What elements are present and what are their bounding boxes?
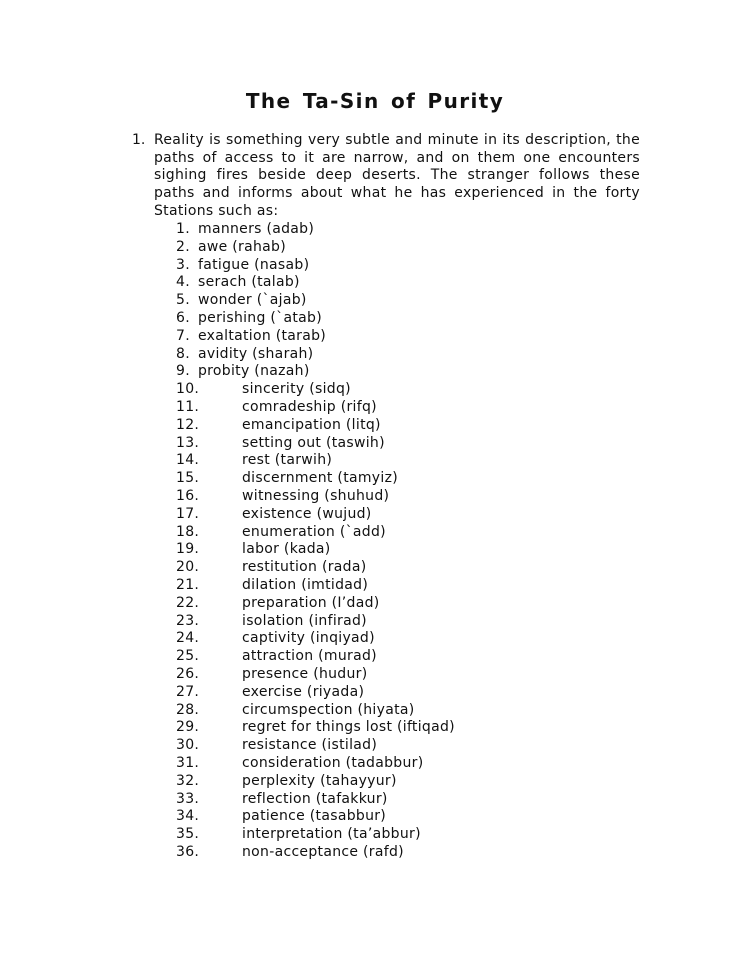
list-item <box>176 595 636 613</box>
station-number: 21. <box>176 576 200 593</box>
station-term: patience (tasabbur) <box>242 808 387 825</box>
station-term: captivity (inqiyad) <box>242 630 375 647</box>
station-term: interpretation (ta’abbur) <box>242 826 421 843</box>
station-term: labor (kada) <box>242 541 331 558</box>
station-term: attraction (murad) <box>242 648 377 665</box>
station-number: 14. <box>176 452 200 469</box>
station-number: 16. <box>176 487 200 504</box>
station-term: dilation (imtidad) <box>242 576 369 593</box>
list-item <box>176 292 636 310</box>
station-term: exercise (riyada) <box>242 683 365 700</box>
station-number: 23. <box>176 612 200 629</box>
station-number: 30. <box>176 737 200 754</box>
station-number: 34. <box>176 808 200 825</box>
station-number: 9. <box>176 363 190 380</box>
list-item <box>176 363 636 381</box>
station-term: setting out (taswih) <box>242 434 385 451</box>
station-number: 25. <box>176 648 200 665</box>
list-item <box>176 702 636 720</box>
list-item <box>176 648 636 666</box>
station-number: 3. <box>176 256 190 273</box>
station-number: 8. <box>176 345 190 362</box>
station-number: 28. <box>176 701 200 718</box>
station-number: 19. <box>176 541 200 558</box>
list-item <box>176 826 636 844</box>
station-number: 24. <box>176 630 200 647</box>
station-term: exaltation (tarab) <box>198 327 327 344</box>
station-term: regret for things lost (iftiqad) <box>242 719 455 736</box>
station-term: preparation (I’dad) <box>242 594 380 611</box>
station-number: 36. <box>176 843 200 860</box>
list-item <box>176 399 636 417</box>
station-term: manners (adab) <box>198 221 315 237</box>
list-item <box>176 791 636 809</box>
list-item <box>176 381 636 399</box>
list-item <box>176 808 636 826</box>
station-term: consideration (tadabbur) <box>242 754 424 771</box>
station-number: 5. <box>176 292 190 309</box>
list-item <box>176 541 636 559</box>
list-item <box>176 506 636 524</box>
station-term: perplexity (tahayyur) <box>242 772 397 789</box>
station-number: 26. <box>176 665 200 682</box>
list-item <box>176 239 636 257</box>
list-item <box>176 346 636 364</box>
station-term: reflection (tafakkur) <box>242 790 388 807</box>
station-number: 7. <box>176 327 190 344</box>
list-item <box>176 559 636 577</box>
list-item <box>176 666 636 684</box>
list-item <box>176 577 636 595</box>
list-item <box>176 630 636 648</box>
station-term: resistance (istilad) <box>242 737 378 754</box>
station-term: discernment (tamyiz) <box>242 470 398 487</box>
station-number: 31. <box>176 754 200 771</box>
list-item <box>176 221 636 239</box>
station-term: perishing (`atab) <box>198 309 322 326</box>
station-number: 27. <box>176 683 200 700</box>
station-number: 35. <box>176 826 200 843</box>
station-number: 2. <box>176 238 190 255</box>
list-item <box>176 613 636 631</box>
station-term: presence (hudur) <box>242 665 368 682</box>
station-term: serach (talab) <box>198 274 300 291</box>
station-term: enumeration (`add) <box>242 523 386 540</box>
list-item <box>176 328 636 346</box>
stations-list <box>176 221 636 862</box>
page-title: The Ta-Sin of Purity <box>245 89 505 113</box>
station-number: 12. <box>176 416 200 433</box>
station-term: emancipation (litq) <box>242 416 381 433</box>
station-number: 10. <box>176 381 200 398</box>
station-term: comradeship (rifq) <box>242 398 377 415</box>
station-term: circumspection (hiyata) <box>242 701 415 718</box>
station-term: awe (rahab) <box>198 238 286 255</box>
paragraph-text: Reality is something very subtle and minute in its description, the paths of access to it are narrow, and on them one encounters sighing fires beside deep deserts. The stranger follows these paths and informs about what he has experienced in the forty Stations such as: <box>154 132 640 219</box>
station-term: fatigue (nasab) <box>198 256 310 273</box>
station-term: wonder (`ajab) <box>198 292 307 309</box>
list-item <box>176 719 636 737</box>
list-item <box>176 417 636 435</box>
station-term: probity (nazah) <box>198 363 310 380</box>
list-item <box>176 524 636 542</box>
station-number: 32. <box>176 772 200 789</box>
station-term: sincerity (sidq) <box>242 381 351 398</box>
station-number: 22. <box>176 594 200 611</box>
station-number: 15. <box>176 470 200 487</box>
station-number: 20. <box>176 559 200 576</box>
station-number: 11. <box>176 398 200 415</box>
station-number: 4. <box>176 274 190 291</box>
list-item <box>176 310 636 328</box>
station-number: 6. <box>176 309 190 326</box>
list-item <box>176 844 636 862</box>
list-item <box>176 452 636 470</box>
list-item <box>176 470 636 488</box>
station-number: 29. <box>176 719 200 736</box>
list-item <box>176 488 636 506</box>
station-term: rest (tarwih) <box>242 452 333 469</box>
station-number: 33. <box>176 790 200 807</box>
paragraph-number: 1. <box>132 132 146 148</box>
station-term: witnessing (shuhud) <box>242 487 390 504</box>
list-item <box>176 737 636 755</box>
station-term: restitution (rada) <box>242 559 367 576</box>
list-item <box>176 684 636 702</box>
station-term: existence (wujud) <box>242 505 372 522</box>
list-item <box>176 257 636 275</box>
station-term: isolation (infirad) <box>242 612 367 629</box>
station-number: 18. <box>176 523 200 540</box>
station-number: 1. <box>176 221 190 237</box>
list-item <box>176 755 636 773</box>
list-item <box>176 773 636 791</box>
station-term: avidity (sharah) <box>198 345 314 362</box>
station-term: non-acceptance (rafd) <box>242 843 404 860</box>
station-number: 13. <box>176 434 200 451</box>
list-item <box>176 435 636 453</box>
list-item <box>176 274 636 292</box>
station-number: 17. <box>176 505 200 522</box>
